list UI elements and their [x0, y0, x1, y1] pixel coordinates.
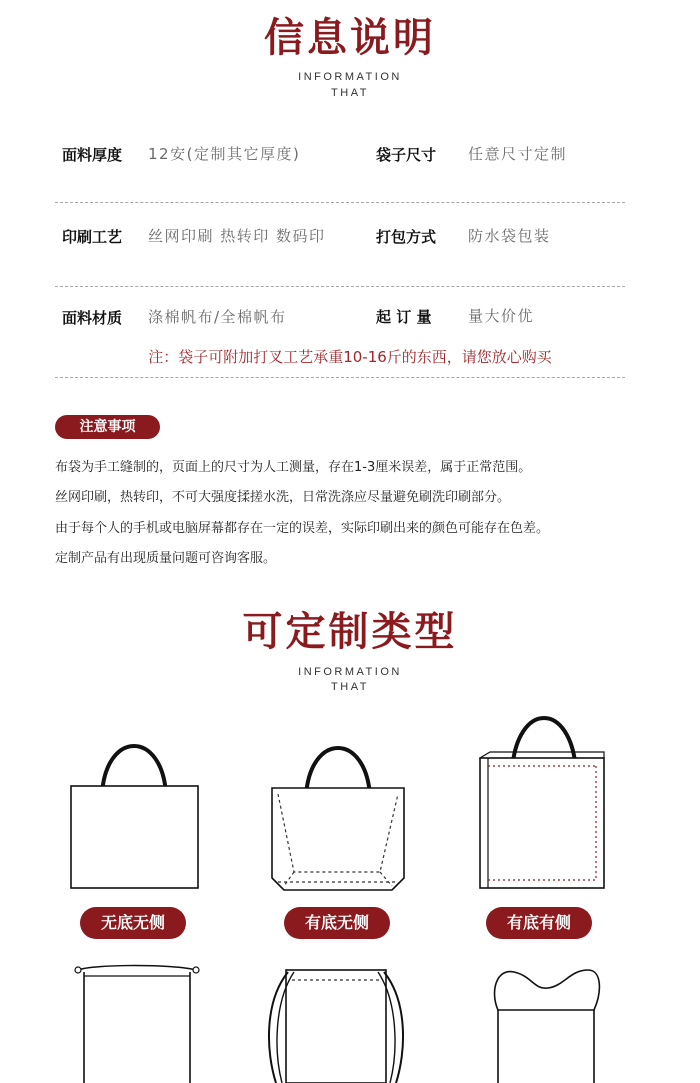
- min-order-value: 量大价优: [468, 307, 535, 325]
- caution-line: 定制产品有出现质量问题可咨询客服。: [55, 551, 277, 566]
- info-subtitle-line1: INFORMATION: [298, 71, 402, 83]
- type-label-flat: 无底无侧: [80, 907, 186, 939]
- row-separator: [55, 286, 625, 287]
- types-title: 可定制类型: [242, 609, 458, 655]
- info-title: 信息说明: [264, 15, 436, 61]
- min-order-label: 起 订 量: [376, 308, 432, 326]
- bag-size-value: 任意尺寸定制: [468, 145, 568, 163]
- fabric-thickness-value: 12安(定制其它厚度): [148, 145, 301, 163]
- caution-line: 丝网印刷，热转印，不可大强度揉搓水洗，日常洗涤应尽量避免刷洗印刷部分。: [55, 490, 511, 505]
- flat-tote-bag-icon: [64, 736, 210, 896]
- type-label-box: 有底有侧: [486, 907, 592, 939]
- caution-line: 由于每个人的手机或电脑屏幕都存在一定的误差，实际印刷出来的颜色可能存在色差。: [55, 521, 550, 536]
- bag-size-label: 袋子尺寸: [376, 146, 437, 164]
- caution-line: 布袋为手工缝制的，页面上的尺寸为人工测量，存在1-3厘米误差，属于正常范围。: [55, 460, 532, 475]
- row-separator: [55, 202, 625, 203]
- bottom-gusset-tote-bag-icon: [266, 736, 412, 896]
- fabric-material-value: 涤棉帆布/全棉帆布: [148, 308, 287, 326]
- packing-label: 打包方式: [376, 228, 437, 246]
- print-process-value: 丝网印刷 热转印 数码印: [148, 227, 326, 245]
- fabric-material-label: 面料材质: [62, 309, 123, 327]
- info-note: 注：袋子可附加打叉工艺承重10-16斤的东西，请您放心购买: [148, 348, 552, 366]
- row-separator: [55, 377, 625, 378]
- box-gusset-tote-bag-icon: [470, 706, 616, 896]
- drawstring-bag-icon: [64, 962, 210, 1083]
- drawstring-backpack-icon: [262, 962, 412, 1083]
- print-process-label: 印刷工艺: [62, 228, 123, 246]
- types-subtitle-line1: INFORMATION: [298, 666, 402, 678]
- fabric-thickness-label: 面料厚度: [62, 146, 123, 164]
- type-label-bottom: 有底无侧: [284, 907, 390, 939]
- caution-badge: 注意事项: [55, 415, 160, 439]
- types-subtitle-line2: THAT: [331, 681, 369, 693]
- packing-value: 防水袋包装: [468, 227, 551, 245]
- info-subtitle-line2: THAT: [331, 87, 369, 99]
- gathered-top-bag-icon: [476, 962, 616, 1083]
